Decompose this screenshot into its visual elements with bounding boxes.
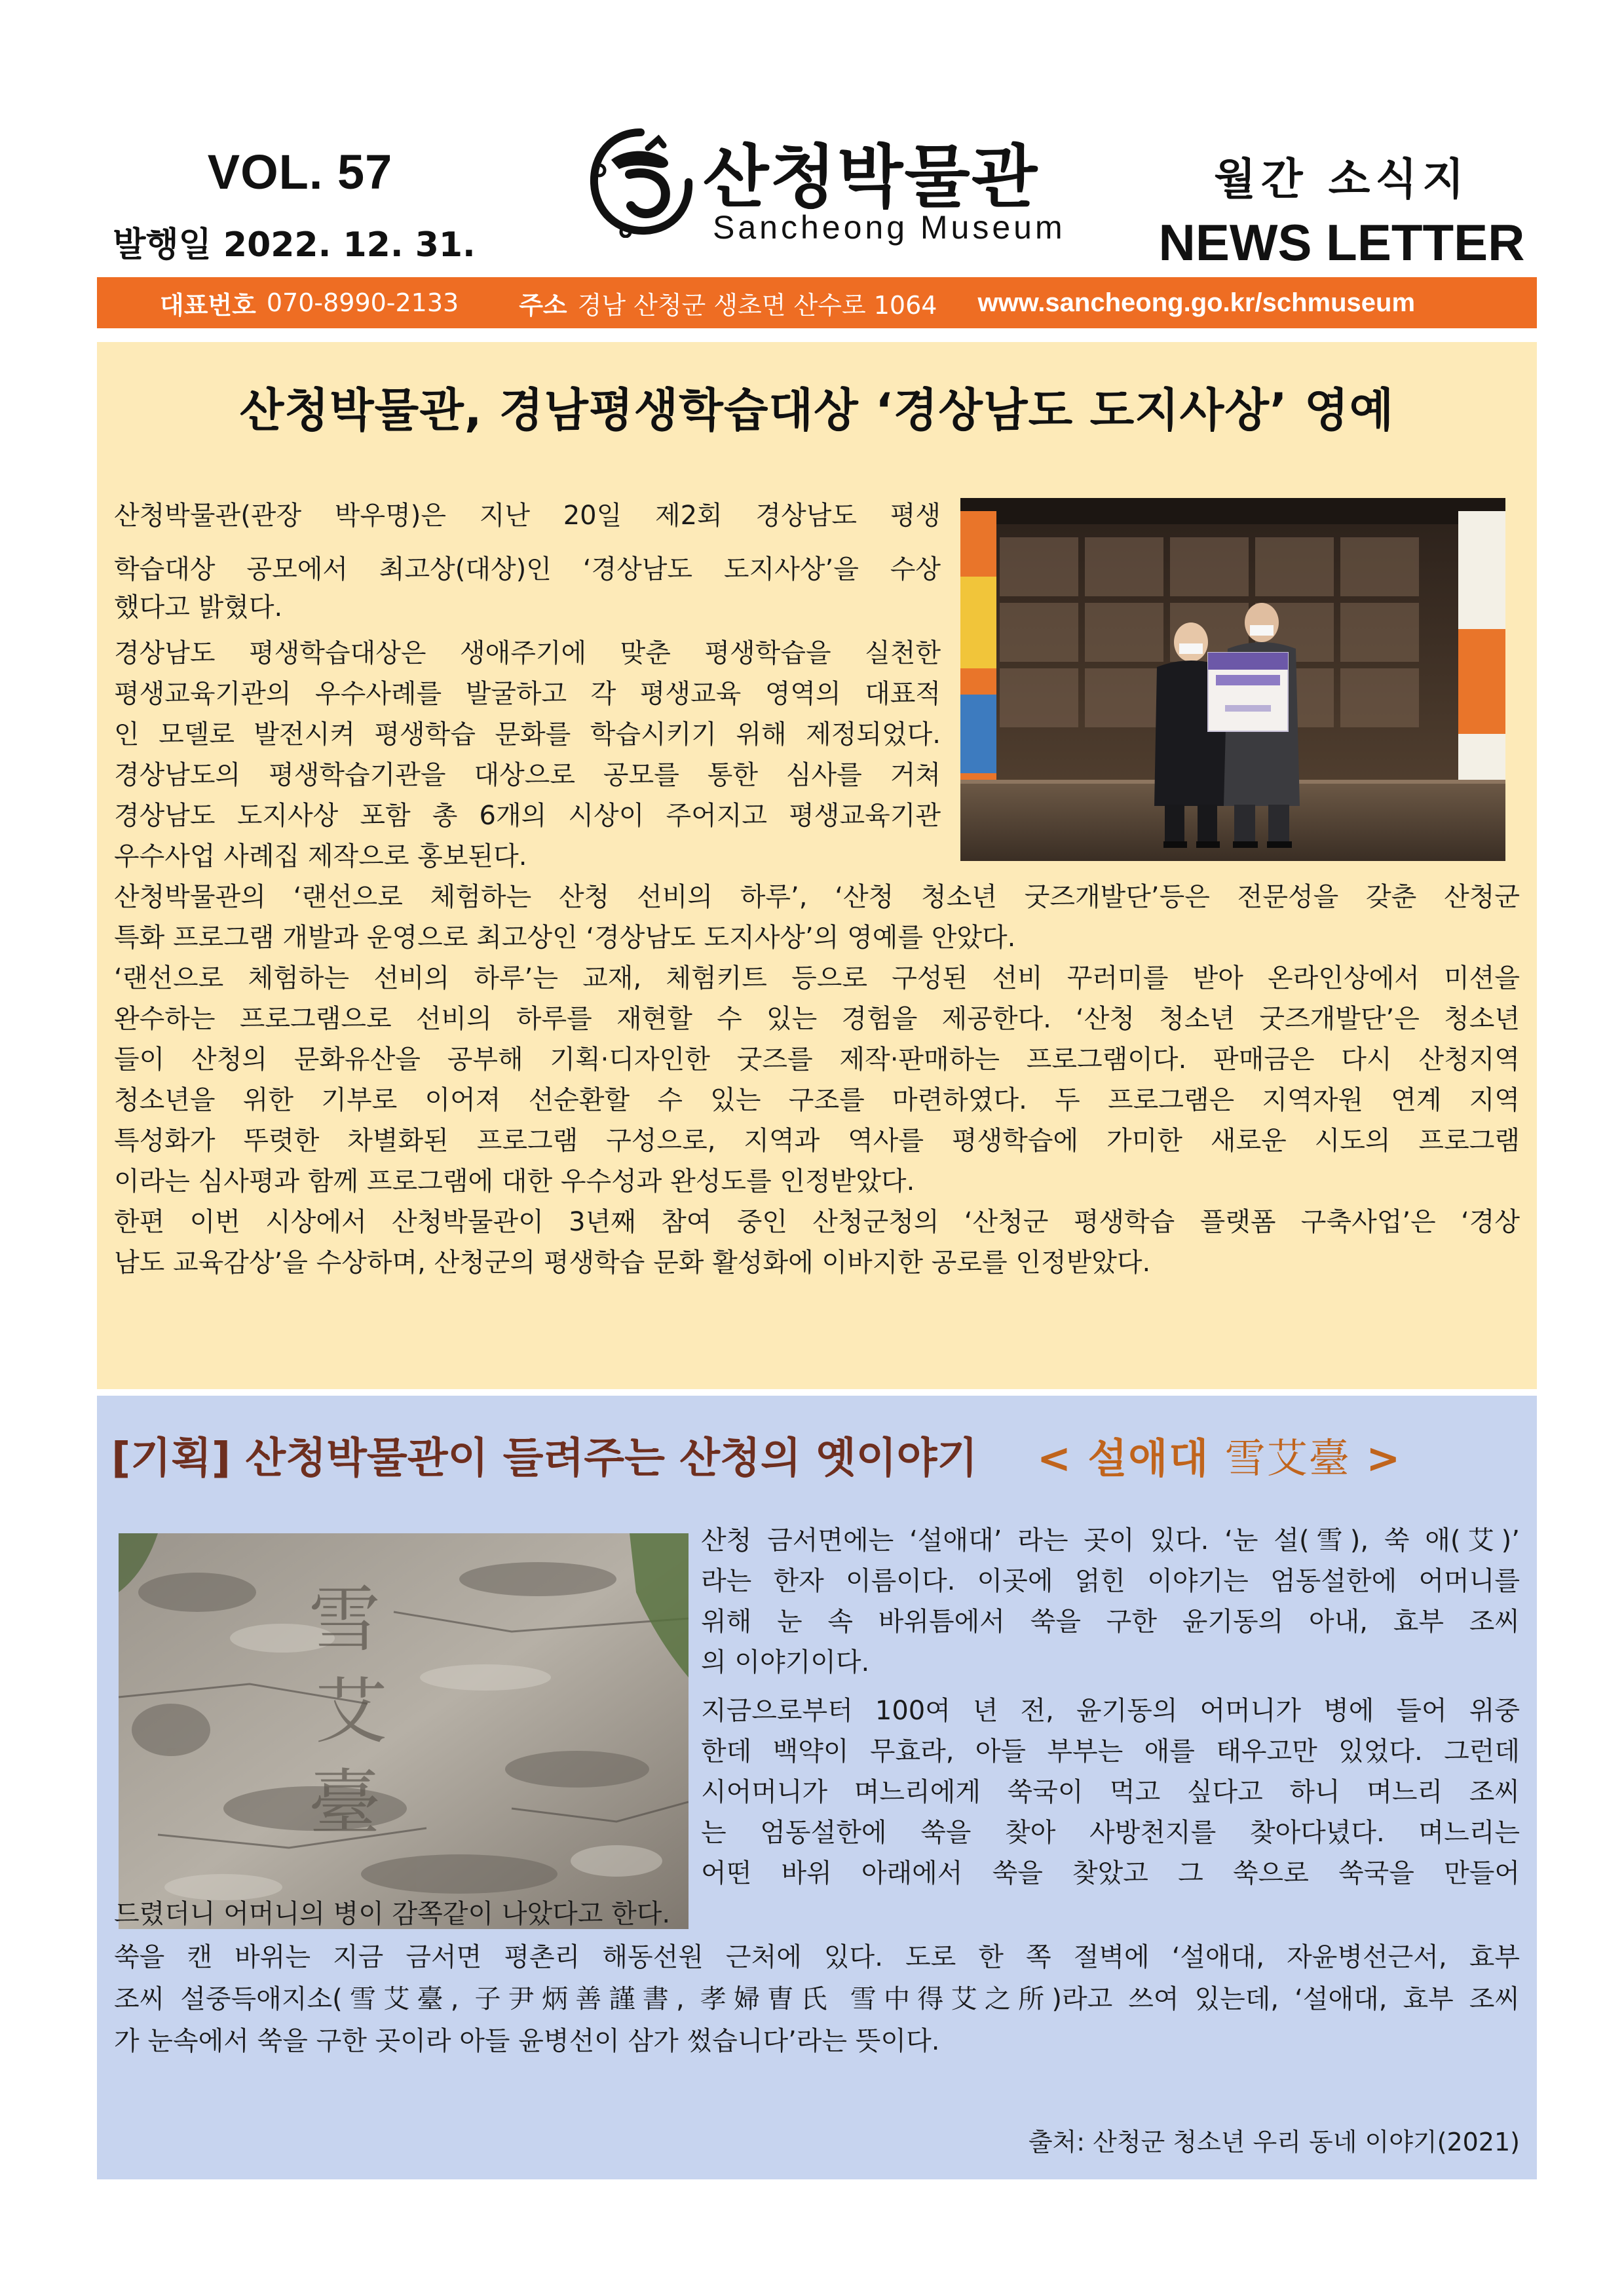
- paragraph-line: 했다고 밝혔다.: [114, 592, 283, 622]
- issue-label: 발행일: [113, 225, 212, 265]
- paragraph-line: 남도 교육감상’을 수상하며, 산청군의 평생학습 문화 활성화에 이바지한 공로를 인정받았다.: [114, 1248, 1151, 1278]
- paragraph-line: 특성화가 뚜렷한 차별화된 프로그램 구성으로, 지역과 역사를 평생학습에 가미한 새로운 시도의 프로그램: [114, 1126, 1520, 1156]
- paragraph-line: 는 엄동설한에 쑥을 찾아 사방천지를 찾아다녔다. 며느리는: [701, 1818, 1520, 1848]
- paragraph-line: 드렸더니 어머니의 병이 감쪽같이 나았다고 한다.: [114, 1899, 671, 1929]
- paragraph-line: 한데 백약이 무효라, 아들 부부는 애를 태우고만 있었다. 그런데: [701, 1736, 1520, 1767]
- paragraph-line: 가 눈속에서 쑥을 구한 곳이라 아들 윤병선이 삼가 썼습니다’라는 뜻이다.: [114, 2026, 940, 2056]
- article-folk-tale-subtitle: [1037, 1426, 1401, 1484]
- subtitle-close: >: [1350, 1434, 1402, 1482]
- carving-char: 臺: [309, 1761, 381, 1845]
- article-award-title: 산청박물관, 경남평생학습대상 ‘경상남도 도지사상’ 영예: [239, 383, 1395, 437]
- source-citation: 출처: 산청군 청소년 우리 동네 이야기(2021): [1028, 2128, 1520, 2156]
- paragraph-line: 시어머니가 며느리에게 쑥국이 먹고 싶다고 하니 며느리 조씨: [701, 1777, 1520, 1807]
- paragraph-line: 특화 프로그램 개발과 운영으로 최고상인 ‘경상남도 도지사상’의 영예를 안았다.: [114, 923, 1016, 953]
- paragraph-line: 한편 이번 시상에서 산청박물관이 3년째 참여 중인 산청군청의 ‘산청군 평생학습 플랫폼 구축사업’은 ‘경상: [114, 1207, 1520, 1237]
- paragraph-line: 의 이야기이다.: [701, 1647, 870, 1677]
- rock-inscription-photo: [119, 1533, 689, 1929]
- paragraph-line: 조씨 설중득애지소(雪艾臺, 子尹炳善謹書, 孝婦曺氏 雪中得艾之所)라고 쓰여 있는데, ‘설애대, 효부 조씨: [114, 1984, 1520, 2014]
- museum-logo-icon: [585, 123, 696, 238]
- paragraph-line: 산청박물관의 ‘랜선으로 체험하는 산청 선비의 하루’, ‘산청 청소년 굿즈개발단’등은 전문성을 갖춘 산청군: [114, 882, 1520, 912]
- paragraph-line: 경상남도 평생학습대상은 생애주기에 맞춘 평생학습을 실천한: [114, 638, 941, 668]
- award-ceremony-photo: [960, 498, 1505, 861]
- volume-block: [97, 144, 503, 266]
- article-folk-tale: [97, 1396, 1537, 2179]
- paragraph-line: 산청박물관(관장 박우명)은 지난 20일 제2회 경상남도 평생: [114, 501, 941, 531]
- paragraph-line: 이라는 심사평과 함께 프로그램에 대한 우수성과 완성도를 인정받았다.: [114, 1166, 915, 1196]
- paragraph-line: 쑥을 캔 바위는 지금 금서면 평촌리 해동선원 근처에 있다. 도로 한 쪽 절벽에 ‘설애대, 자윤병선근서, 효부: [114, 1942, 1520, 1972]
- article-award: [97, 342, 1537, 1389]
- paragraph-line: 어떤 바위 아래에서 쑥을 찾았고 그 쑥으로 쑥국을 만들어: [701, 1858, 1520, 1888]
- paragraph-line: 우수사업 사례집 제작으로 홍보된다.: [114, 841, 527, 871]
- contact-bar: [97, 277, 1537, 328]
- issue-date-line: [97, 217, 503, 266]
- phone-number: 070-8990-2133: [266, 288, 459, 317]
- museum-logo-subtitle: Sancheong Museum: [713, 209, 1066, 246]
- newsletter-label: NEWS LETTER: [1158, 214, 1525, 271]
- paragraph-line: 지금으로부터 100여 년 전, 윤기동의 어머니가 병에 들어 위중: [701, 1696, 1520, 1726]
- article-folk-tale-title: [기획] 산청박물관이 들려주는 산청의 옛이야기: [111, 1434, 978, 1483]
- newsletter-block: [1145, 144, 1538, 273]
- paragraph-line: 경상남도 도지사상 포함 총 6개의 시상이 주어지고 평생교육기관: [114, 801, 941, 831]
- issue-date: 2022. 12. 31.: [223, 225, 476, 265]
- paragraph-line: 평생교육기관의 우수사례를 발굴하고 각 평생교육 영역의 대표적: [114, 679, 941, 709]
- website-link[interactable]: www.sancheong.go.kr/schmuseum: [977, 288, 1416, 317]
- museum-logo-title: 산청박물관: [703, 137, 1039, 217]
- paragraph-line: 경상남도의 평생학습기관을 대상으로 공모를 통한 심사를 거쳐: [114, 760, 941, 790]
- paragraph-line: ‘랜선으로 체험하는 선비의 하루’는 교재, 체험키트 등으로 구성된 선비 꾸러미를 받아 온라인상에서 미션을: [114, 963, 1520, 993]
- masthead: [97, 118, 1538, 275]
- award-ceremony-illustration: [960, 498, 1505, 861]
- paragraph-line: 완수하는 프로그램으로 선비의 하루를 재현할 수 있는 경험을 제공한다. ‘산청 청소년 굿즈개발단’은 청소년: [114, 1004, 1520, 1034]
- carving-char: 艾: [315, 1670, 387, 1753]
- address-text: 경남 산청군 생초면 산수로 1064: [577, 290, 937, 320]
- paragraph-line: 산청 금서면에는 ‘설애대’ 라는 곳이 있다. ‘눈 설(雪), 쑥 애(艾)’: [701, 1525, 1520, 1556]
- address-label: 주소: [519, 290, 567, 320]
- paragraph-line: 인 모델로 발전시켜 평생학습 문화를 학습시키기 위해 제정되었다.: [114, 719, 941, 750]
- museum-logo: [585, 118, 1175, 249]
- rock-inscription-illustration: [119, 1533, 689, 1929]
- volume-number: VOL. 57: [207, 145, 393, 199]
- phone-label: 대표번호: [160, 290, 256, 320]
- subtitle-open: < 설애대: [1037, 1434, 1225, 1482]
- subtitle-hanja: 雪艾臺: [1224, 1434, 1351, 1482]
- paragraph-line: 청소년을 위한 기부로 이어져 선순환할 수 있는 구조를 마련하였다. 두 프로그램은 지역자원 연계 지역: [114, 1085, 1520, 1115]
- paragraph-line: 학습대상 공모에서 최고상(대상)인 ‘경상남도 도지사상’을 수상: [114, 554, 941, 584]
- carving-char: 雪: [309, 1578, 381, 1662]
- paragraph-line: 들이 산청의 문화유산을 공부해 기획·디자인한 굿즈를 제작·판매하는 프로그램이다. 판매금은 다시 산청지역: [114, 1044, 1520, 1075]
- paragraph-line: 라는 한자 이름이다. 이곳에 얽힌 이야기는 엄동설한에 어머니를: [701, 1566, 1520, 1596]
- paragraph-line: 위해 눈 속 바위틈에서 쑥을 구한 윤기동의 아내, 효부 조씨: [701, 1607, 1520, 1637]
- monthly-label: 월간 소식지: [1214, 154, 1469, 204]
